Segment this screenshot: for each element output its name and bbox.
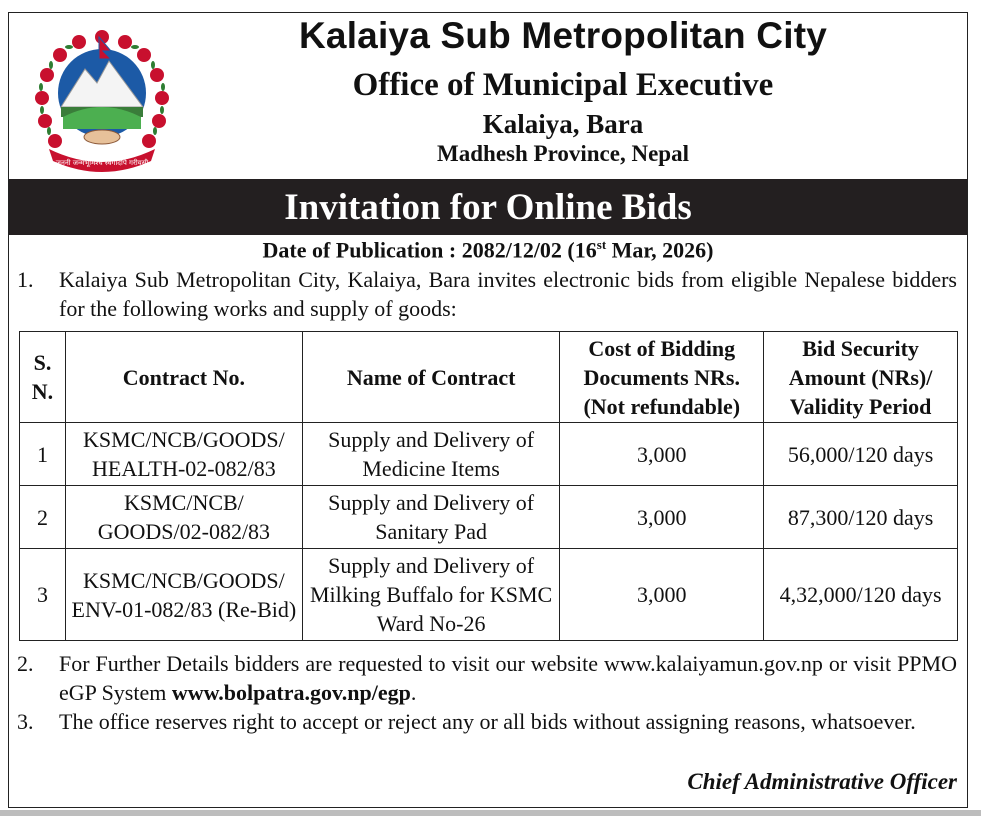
cell-sn: 1: [20, 423, 66, 486]
publication-date: [9, 237, 967, 263]
header-cost: Cost of Bidding Documents NRs. (Not refundable): [560, 332, 764, 423]
bottom-edge: [0, 810, 981, 816]
paragraph-2-text: [59, 649, 957, 707]
cell-bid-security: 87,300/120 days: [764, 486, 958, 549]
header-bid-security: Bid Security Amount (NRs)/ Validity Period: [764, 332, 958, 423]
notice-title: Invitation for Online Bids: [284, 187, 692, 228]
publication-date-suffix: Mar, 2026): [606, 237, 714, 263]
nepal-emblem-icon: [27, 25, 177, 175]
notice-header: [9, 13, 967, 179]
office-name: Office of Municipal Executive: [352, 67, 774, 103]
publication-date-sup: st: [596, 237, 607, 252]
cell-bid-security: 4,32,000/120 days: [764, 549, 958, 641]
header-sn: S. N.: [20, 332, 66, 423]
paragraph-1: [17, 265, 957, 323]
cell-cost: 3,000: [560, 486, 764, 549]
notice-frame: [8, 12, 968, 808]
cell-cost: 3,000: [560, 549, 764, 641]
cell-sn: 2: [20, 486, 66, 549]
cell-cost: 3,000: [560, 423, 764, 486]
svg-text:जननी जन्मभूमिश्च स्वर्गादपि गर: जननी जन्मभूमिश्च स्वर्गादपि गरीयसी: [55, 159, 149, 167]
cell-bid-security: 56,000/120 days: [764, 423, 958, 486]
office-province: Madhesh Province, Nepal: [437, 141, 689, 166]
egp-link[interactable]: www.bolpatra.gov.np/egp: [171, 680, 411, 705]
table-row: [20, 549, 958, 641]
table-row: [20, 423, 958, 486]
cell-contract-no: KSMC/NCB/ GOODS/02-082/83: [65, 486, 302, 549]
paragraph-1-number: 1.: [17, 267, 34, 292]
table-header-row: [20, 332, 958, 423]
cell-contract-name: Supply and Delivery of Medicine Items: [302, 423, 560, 486]
paragraph-2-text-a: For Further Details bidders are requested to visit our website www.kalaiyamun.gov.np or visit PPMO eGP System: [59, 651, 957, 705]
cell-contract-no: KSMC/NCB/GOODS/ HEALTH-02-082/83: [65, 423, 302, 486]
notice-title-banner: [9, 179, 967, 235]
header-contract-no: Contract No.: [65, 332, 302, 423]
table-row: [20, 486, 958, 549]
paragraph-3-number: 3.: [17, 709, 34, 734]
paragraph-1-text: Kalaiya Sub Metropolitan City, Kalaiya, Bara invites electronic bids from eligible Nepalese bidders for the following works and supply of goods:: [59, 267, 957, 321]
cell-contract-name: Supply and Delivery of Milking Buffalo for KSMC Ward No-26: [302, 549, 560, 641]
publication-date-label: Date of Publication : 2082/12/02 (16: [262, 237, 597, 263]
paragraph-3-text: The office reserves right to accept or reject any or all bids without assigning reasons, whatsoever.: [59, 709, 916, 734]
paragraph-2-text-c: .: [410, 680, 417, 705]
signature: Chief Administrative Officer: [687, 769, 957, 794]
header-contract-name: Name of Contract: [302, 332, 560, 423]
cell-sn: 3: [20, 549, 66, 641]
cell-contract-name: Supply and Delivery of Sanitary Pad: [302, 486, 560, 549]
cell-contract-no: KSMC/NCB/GOODS/ ENV-01-082/83 (Re-Bid): [65, 549, 302, 641]
paragraph-3: [17, 707, 957, 736]
office-location: Kalaiya, Bara: [482, 109, 644, 139]
bids-table: [19, 331, 958, 641]
paragraph-2: [17, 649, 957, 707]
org-name: Kalaiya Sub Metropolitan City: [299, 15, 827, 56]
paragraph-2-number: 2.: [17, 651, 34, 676]
